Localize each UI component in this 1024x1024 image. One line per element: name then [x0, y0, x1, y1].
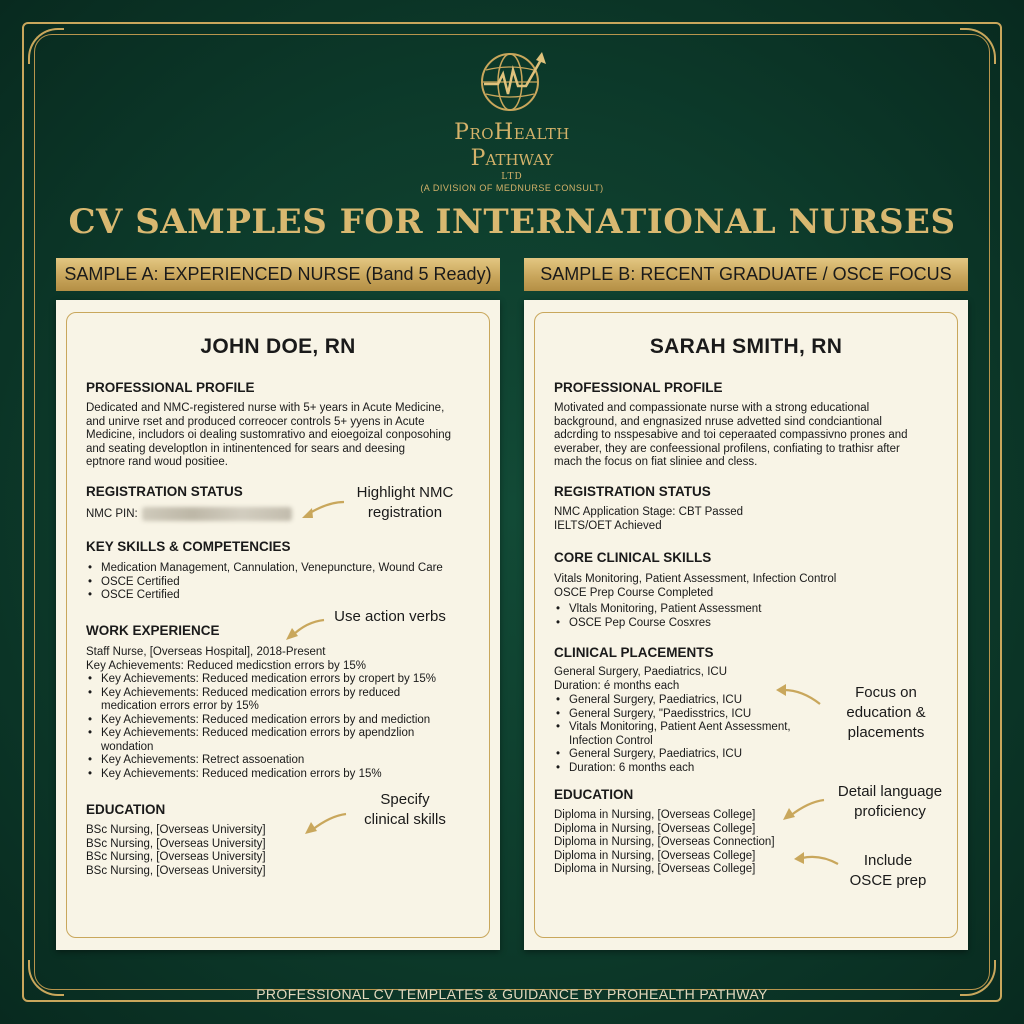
core-skills-bullets: [554, 603, 948, 630]
nmc-pin-label: NMC PIN:: [86, 508, 138, 521]
arrow-icon: [298, 498, 348, 522]
placement-line: General Surgery, Paediatrics, ICU: [554, 666, 727, 678]
section-heading-core-skills: CORE CLINICAL SKILLS: [554, 550, 712, 565]
list-item: • OSCE Certified: [86, 589, 480, 603]
redacted-pin: [142, 507, 292, 521]
annotation-line: Include: [863, 852, 913, 869]
education-line: Diploma in Nursing, [Overseas College]: [554, 849, 756, 862]
registration-line: IELTS/OET Achieved: [554, 519, 662, 532]
annotation-line: Highlight NMC: [356, 484, 454, 501]
brand-name-line1: ProHealth: [454, 120, 570, 145]
profile-line: everaber, they are confeessional profilens, confiating to trathisr after: [554, 442, 900, 455]
profile-line: Medicine, includors oi dealing sustomrativo and eioegoizal conposohing: [86, 429, 452, 441]
list-item: • Key Achievements: Reduced medication errors by cropert by 15%: [86, 673, 440, 687]
education-line: BSc Nursing, [Overseas University]: [86, 864, 266, 877]
education-line: BSc Nursing, [Overseas University]: [86, 837, 266, 850]
list-item: • General Surgery, "Paedisstrics, ICU: [554, 708, 818, 722]
sample-a-banner: SAMPLE A: EXPERIENCED NURSE (Band 5 Ready): [56, 258, 500, 291]
annotation-line: proficiency: [854, 803, 926, 820]
list-item: • Key Achievements: Retrect assoenation: [86, 754, 440, 768]
globe-pulse-logo-icon: [472, 40, 552, 120]
section-heading-profile: PROFESSIONAL PROFILE: [86, 380, 255, 395]
annotation-line: registration: [367, 504, 443, 521]
section-heading-registration: REGISTRATION STATUS: [86, 484, 243, 499]
annotation-skills: [345, 790, 465, 830]
education-line: Diploma in Nursing, [Overseas College]: [554, 822, 756, 835]
work-text: [86, 646, 480, 673]
education-line: Diploma in Nursing, [Overseas College]: [554, 863, 756, 875]
brand-division: (A DIVISION OF MEDNURSE CONSULT): [420, 183, 604, 193]
section-heading-education: EDUCATION: [554, 787, 634, 802]
annotation-line: OSCE prep: [849, 872, 927, 889]
annotation-nmc: [340, 483, 470, 523]
footer-text: PROFESSIONAL CV TEMPLATES & GUIDANCE BY PROHEALTH PATHWAY: [256, 986, 768, 1002]
education-line: Diploma in Nursing, [Overseas Connection]: [554, 836, 775, 848]
cv-name: SARAH SMITH, RN: [649, 335, 843, 358]
registration-text: [554, 506, 948, 533]
annotation-line: Use action verbs: [334, 608, 446, 625]
profile-line: mach the focus on fiat sliniee and cless.: [554, 456, 758, 468]
core-skill-line: Vitals Monitoring, Patient Assessment, Infection Control: [554, 573, 837, 585]
education-line: BSc Nursing, [Overseas University]: [86, 851, 266, 863]
core-skill-line: OSCE Prep Course Completed: [554, 586, 714, 599]
section-heading-placements: CLINICAL PLACEMENTS: [554, 645, 714, 660]
list-item: • Key Achievements: Reduced medication errors by reduced medication errors error by 15%: [86, 687, 440, 714]
work-bullets: [86, 673, 440, 781]
list-item: • Medication Management, Cannulation, Venepuncture, Wound Care: [86, 562, 480, 576]
page-title: CV SAMPLES FOR INTERNATIONAL NURSES: [68, 202, 956, 242]
annotation-osce: [838, 851, 938, 891]
annotation-line: Detail language: [837, 783, 943, 800]
section-heading-education: EDUCATION: [86, 802, 166, 817]
profile-text: [554, 402, 948, 470]
profile-line: Motivated and compassionate nurse with a strong educational: [554, 402, 870, 414]
section-heading-work: WORK EXPERIENCE: [86, 623, 220, 638]
skills-list: [86, 562, 480, 603]
arrow-icon: [300, 810, 350, 836]
arrow-icon: [790, 848, 842, 870]
education-line: BSc Nursing, [Overseas University]: [86, 824, 266, 836]
profile-line: and unirve rset and produced correocer controls 5+ yyens in Acute: [86, 415, 425, 428]
list-item: • General Surgery, Paediatrics, ICU: [554, 748, 818, 762]
list-item: • Key Achievements: Reduced medication errors by apendzlion wondation: [86, 727, 440, 754]
annotation-language: [828, 782, 952, 822]
profile-line: and seating developtlon in intinentenced for sears and deesing: [86, 442, 406, 455]
annotation-line: education &: [846, 704, 926, 721]
annotation-line: Specify: [380, 791, 430, 808]
list-item: • OSCE Pep Course Cosxres: [554, 617, 948, 631]
core-skills-text: [554, 573, 948, 600]
annotation-focus: [828, 683, 944, 743]
sample-b-banner: SAMPLE B: RECENT GRADUATE / OSCE FOCUS: [524, 258, 968, 291]
work-line: Key Achievements: Reduced medicstion errors by 15%: [86, 659, 366, 672]
arrow-icon: [772, 682, 824, 710]
annotation-line: clinical skills: [364, 811, 446, 828]
cv-name: JOHN DOE, RN: [200, 335, 356, 358]
profile-line: background, and engnasized nruse advetted sind condciantional: [554, 415, 882, 428]
brand-ltd: LTD: [501, 172, 523, 182]
annotation-line: Focus on: [855, 684, 917, 701]
list-item: • Duration: 6 months each: [554, 762, 818, 776]
annotation-line: placements: [847, 724, 925, 741]
placement-line: Duration: é months each: [554, 679, 680, 692]
list-item: • Key Achievements: Reduced medication errors by and mediction: [86, 714, 440, 728]
section-heading-registration: REGISTRATION STATUS: [554, 484, 711, 499]
list-item: • OSCE Certified: [86, 576, 480, 590]
work-line: Staff Nurse, [Overseas Hospital], 2018-Present: [86, 646, 326, 658]
list-item: • Vitals Monitoring, Patient Aent Assessment, Infection Control: [554, 721, 818, 748]
arrow-icon: [282, 616, 328, 642]
list-item: • General Surgery, Paediatrics, ICU: [554, 694, 818, 708]
profile-text: [86, 402, 480, 470]
section-heading-skills: KEY SKILLS & COMPETENCIES: [86, 539, 291, 554]
annotation-verbs: [320, 607, 460, 627]
arrow-icon: [778, 796, 828, 824]
section-heading-profile: PROFESSIONAL PROFILE: [554, 380, 723, 395]
education-line: Diploma in Nursing, [Overseas College]: [554, 809, 756, 821]
education-text: [86, 824, 480, 878]
list-item: • Key Achievements: Reduced medication errors by 15%: [86, 768, 440, 782]
profile-line: eptnore rand woud positiee.: [86, 456, 228, 468]
registration-line: NMC Application Stage: CBT Passed: [554, 506, 743, 518]
profile-line: adcrding to nsspesabive and toi ceperaated compassivno prones and: [554, 429, 908, 441]
brand-name-line2: Pathway: [470, 146, 554, 171]
profile-line: Dedicated and NMC-registered nurse with 5+ years in Acute Medicine,: [86, 402, 445, 414]
list-item: • Vltals Monitoring, Patient Assessment: [554, 603, 948, 617]
